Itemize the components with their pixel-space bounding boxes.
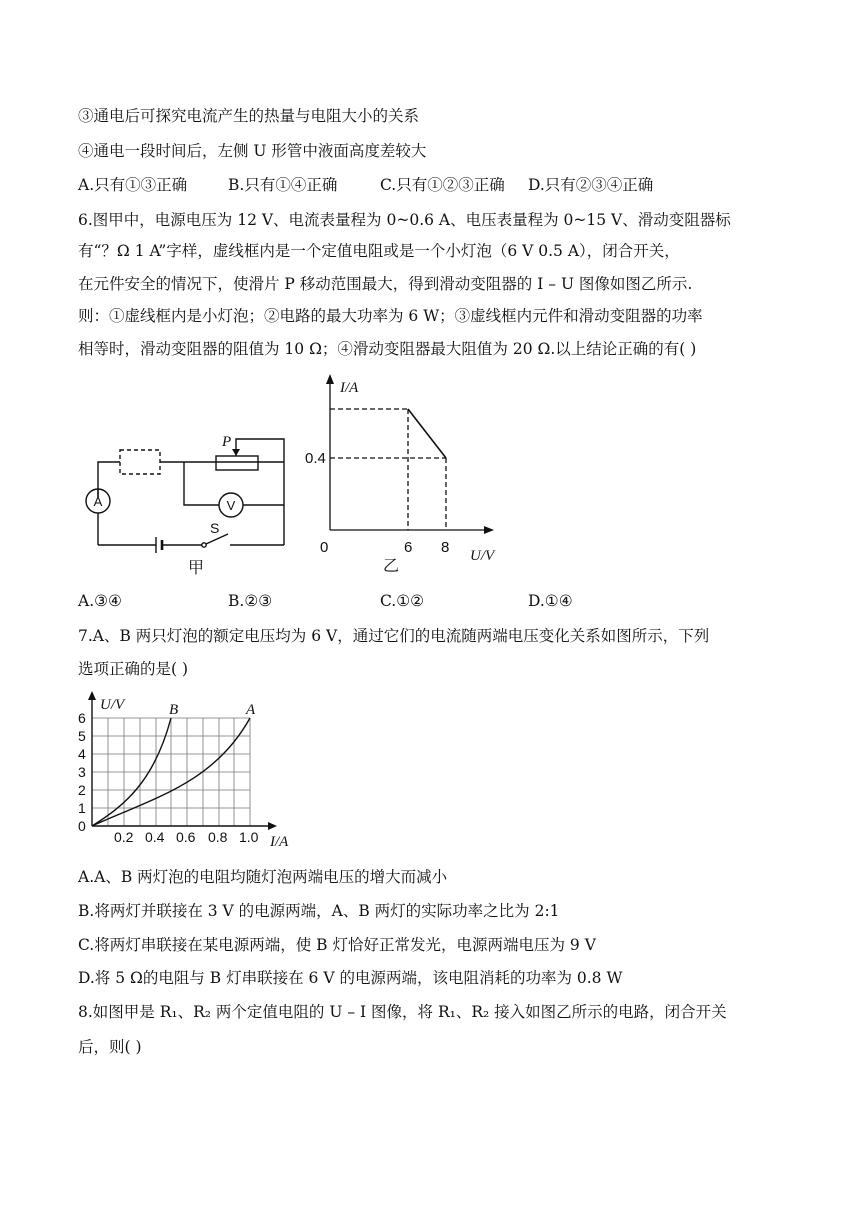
q8-line-2: 后，则( ): [78, 1038, 142, 1056]
iu-segment: [408, 409, 446, 458]
graph-x-tick-8: 8: [441, 539, 450, 556]
chart-y-tick-6: 6: [78, 710, 86, 726]
chart-y-tick-2: 2: [78, 782, 86, 798]
q7-line-1: 7.A、B 两只灯泡的额定电压均为 6 V，通过它们的电流随两端电压变化关系如图所示，下列: [78, 627, 710, 645]
chart-xlabel: I/A: [270, 834, 289, 850]
q6-circuit-diagram: [76, 425, 296, 585]
q5-statement-3: ③通电后可探究电流产生的热量与电阻大小的关系: [78, 107, 420, 125]
ammeter-label: A: [93, 494, 103, 509]
q7-line-2: 选项正确的是( ): [78, 660, 189, 678]
slider-label: P: [222, 434, 232, 450]
q6-option-a: A.③④: [78, 592, 122, 610]
chart-y-tick-4: 4: [78, 746, 86, 762]
chart-x-tick-0.6: 0.6: [176, 829, 196, 845]
q7-option-c: C.将两灯串联接在某电源两端，使 B 灯恰好正常发光，电源两端电压为 9 V: [78, 936, 596, 954]
x-axis-arrow: [484, 526, 494, 534]
q7-option-d: D.将 5 Ω的电阻与 B 灯串联接在 6 V 的电源两端，该电阻消耗的功率为 0.8 W: [78, 969, 623, 987]
chart-y-tick-5: 5: [78, 728, 86, 744]
chart-ylabel: U/V: [100, 697, 125, 713]
chart-y-tick-0: 0: [78, 818, 86, 834]
q5-statement-4: ④通电一段时间后，左侧 U 形管中液面高度差较大: [78, 142, 427, 160]
voltmeter-label: V: [226, 498, 236, 513]
slider-arrow: [232, 449, 240, 456]
chart-y-arrow: [88, 691, 96, 700]
graph-caption: 乙: [383, 558, 400, 575]
graph-ylabel: I/A: [340, 380, 359, 396]
q6-line-4: 则：①虚线框内是小灯泡；②电路的最大功率为 6 W；③虚线框内元件和滑动变阻器的功率: [78, 307, 703, 325]
q5-option-a: A.只有①③正确: [78, 176, 188, 194]
y-axis-arrow: [326, 374, 334, 384]
q6-line-2: 有“？Ω 1 A”字样，虚线框内是一个定值电阻或是一个小灯泡（6 V 0.5 A），闭合开关，: [78, 242, 680, 260]
graph-origin: 0: [320, 539, 329, 556]
chart-x-tick-0.2: 0.2: [114, 829, 134, 845]
q6-option-c: C.①②: [380, 592, 425, 610]
q6-option-b: B.②③: [228, 592, 273, 610]
q5-option-b: B.只有①④正确: [228, 176, 338, 194]
q8-line-1: 8.如图甲是 R₁、R₂ 两个定值电阻的 U – I 图像，将 R₁、R₂ 接入如图乙所示的电路，闭合开关: [78, 1003, 727, 1021]
switch-label: S: [210, 520, 220, 536]
q5-option-d: D.只有②③④正确: [528, 176, 654, 194]
q5-option-c: C.只有①②③正确: [380, 176, 505, 194]
curve-a-label: A: [246, 702, 256, 718]
q7-option-a: A.A、B 两灯泡的电阻均随灯泡两端电压的增大而减小: [78, 868, 448, 886]
graph-y-tick: 0.4: [305, 450, 326, 467]
chart-x-tick-0.8: 0.8: [208, 829, 228, 845]
circuit-caption: 甲: [188, 560, 205, 577]
q6-line-5: 相等时，滑动变阻器的阻值为 10 Ω；④滑动变阻器最大阻值为 20 Ω.以上结论正确的有( ): [78, 340, 697, 358]
chart-x-tick-1.0: 1.0: [239, 829, 259, 845]
chart-y-tick-1: 1: [78, 800, 86, 816]
q7-ui-chart: [74, 688, 304, 858]
rheostat: [216, 456, 258, 470]
chart-x-arrow: [268, 822, 277, 830]
q6-line-1: 6.图甲中，电源电压为 12 V、电流表量程为 0~0.6 A、电压表量程为 0~15 V、滑动变阻器标: [78, 211, 731, 229]
curve-b-label: B: [169, 702, 179, 718]
graph-xlabel: U/V: [470, 548, 495, 564]
graph-x-tick-6: 6: [404, 539, 413, 556]
q6-line-3: 在元件安全的情况下，使滑片 P 移动范围最大，得到滑动变阻器的 I – U 图像如图乙所示.: [78, 275, 693, 293]
q6-option-d: D.①④: [528, 592, 573, 610]
dashed-element-box: [120, 450, 160, 474]
q6-iu-graph: [300, 370, 510, 592]
chart-y-tick-3: 3: [78, 764, 86, 780]
q7-option-b: B.将两灯并联接在 3 V 的电源两端，A、B 两灯的实际功率之比为 2:1: [78, 902, 560, 920]
chart-x-tick-0.4: 0.4: [145, 829, 165, 845]
